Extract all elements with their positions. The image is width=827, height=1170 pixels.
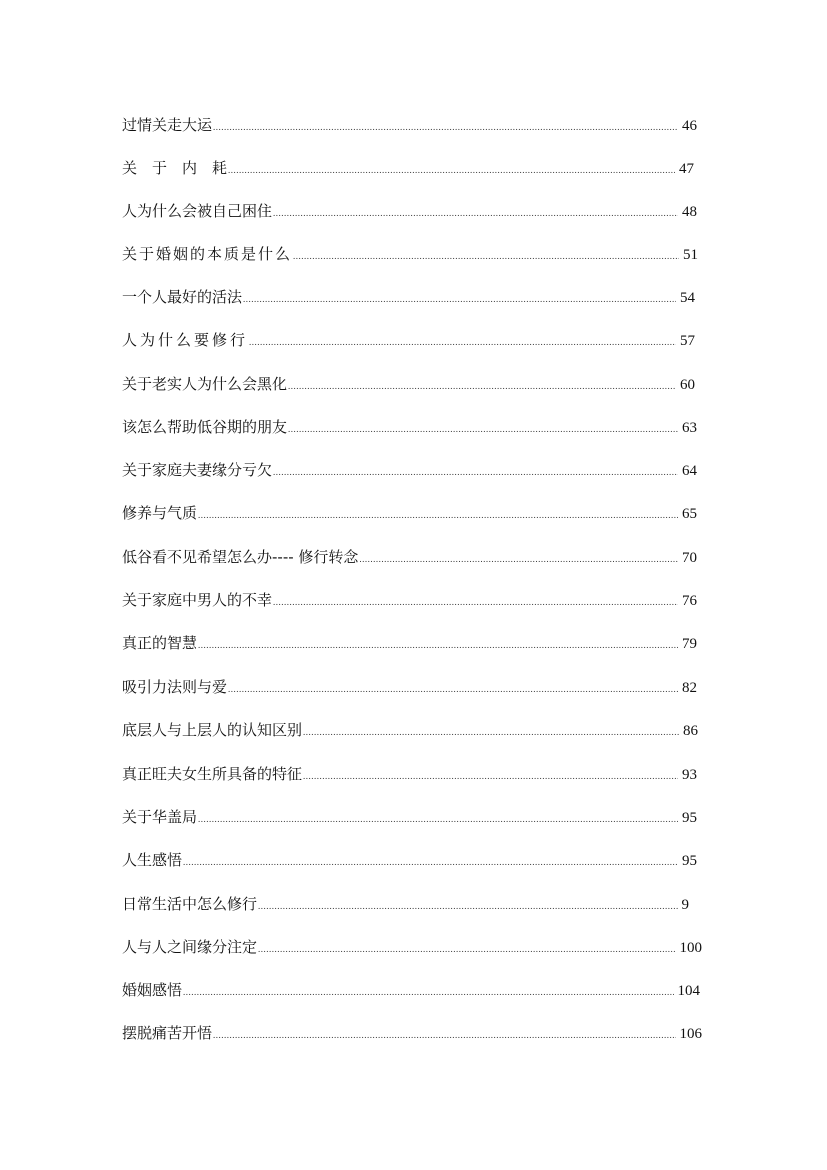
dot-leader xyxy=(243,288,676,310)
toc-entry[interactable] xyxy=(122,459,697,481)
dot-leader xyxy=(303,721,679,743)
entry-title: 底层人与上层人的认知区别 xyxy=(122,721,303,739)
toc-entry[interactable] xyxy=(122,849,697,871)
dot-leader xyxy=(198,504,678,526)
toc-entry[interactable] xyxy=(122,286,695,308)
entry-title: 修养与气质 xyxy=(122,504,198,522)
entry-page-number: 57 xyxy=(680,333,695,349)
entry-title: 关于家庭中男人的不幸 xyxy=(122,591,273,609)
entry-title: 人为什么会被自己困住 xyxy=(122,202,273,220)
toc-entry[interactable] xyxy=(122,632,697,654)
toc-entry[interactable] xyxy=(122,936,702,958)
entry-title: 过情关走大运 xyxy=(122,116,213,134)
dot-leader xyxy=(228,678,678,700)
entry-title: 吸引力法则与爱 xyxy=(122,678,228,696)
entry-page-number: 76 xyxy=(682,593,697,609)
dot-leader xyxy=(273,591,678,613)
toc-entry[interactable] xyxy=(122,676,697,698)
entry-title: 一个人最好的活法 xyxy=(122,288,243,306)
dot-leader xyxy=(228,159,675,181)
dot-leader xyxy=(288,418,678,440)
toc-entry[interactable] xyxy=(122,502,697,524)
entry-title: 人为什么要修行 xyxy=(122,331,249,349)
dot-leader xyxy=(258,938,675,960)
dot-leader xyxy=(183,851,678,873)
dot-leader xyxy=(273,202,678,224)
entry-page-number: 47 xyxy=(679,161,694,177)
entry-page-number: 65 xyxy=(682,506,697,522)
entry-page-number: 95 xyxy=(682,810,697,826)
dot-leader xyxy=(293,245,679,267)
dot-leader xyxy=(273,461,678,483)
dot-leader xyxy=(359,548,678,570)
entry-page-number: 82 xyxy=(682,680,697,696)
entry-page-number: 64 xyxy=(682,463,697,479)
dot-leader xyxy=(213,116,678,138)
dot-leader xyxy=(198,808,678,830)
toc-entry[interactable] xyxy=(122,200,697,222)
entry-title: 关 于 内 耗 xyxy=(122,159,228,177)
dot-leader xyxy=(303,765,678,787)
dot-leader xyxy=(198,634,678,656)
toc-entry[interactable] xyxy=(122,329,695,351)
entry-page-number: 51 xyxy=(683,247,698,263)
entry-title: 关于婚姻的本质是什么 xyxy=(122,245,293,263)
entry-page-number: 9 xyxy=(681,897,689,913)
entry-title: 婚姻感悟 xyxy=(122,981,183,999)
entry-page-number: 46 xyxy=(682,118,697,134)
toc-entry[interactable] xyxy=(122,719,698,741)
toc-entry[interactable] xyxy=(122,373,695,395)
entry-title: 低谷看不见希望怎么办---- 修行转念 xyxy=(122,548,359,566)
dot-leader xyxy=(249,331,676,353)
entry-page-number: 93 xyxy=(682,767,697,783)
entry-title: 关于家庭夫妻缘分亏欠 xyxy=(122,461,273,479)
entry-title: 关于华盖局 xyxy=(122,808,198,826)
toc-entry[interactable] xyxy=(122,416,697,438)
entry-title: 摆脱痛苦开悟 xyxy=(122,1024,213,1042)
entry-title: 日常生活中怎么修行 xyxy=(122,895,258,913)
toc-entry[interactable] xyxy=(122,114,697,136)
dot-leader xyxy=(288,375,676,397)
entry-page-number: 106 xyxy=(679,1026,702,1042)
entry-page-number: 60 xyxy=(680,377,695,393)
entry-title: 该怎么帮助低谷期的朋友 xyxy=(122,418,288,436)
entry-page-number: 100 xyxy=(679,940,702,956)
entry-title: 关于老实人为什么会黑化 xyxy=(122,375,288,393)
entry-title: 人与人之间缘分注定 xyxy=(122,938,258,956)
entry-page-number: 79 xyxy=(682,636,697,652)
dot-leader xyxy=(183,981,673,1003)
entry-page-number: 48 xyxy=(682,204,697,220)
toc-entry[interactable] xyxy=(122,157,694,179)
toc-entry[interactable] xyxy=(122,589,697,611)
entry-page-number: 86 xyxy=(683,723,698,739)
dot-leader xyxy=(213,1024,675,1046)
toc-entry[interactable] xyxy=(122,979,700,1001)
toc-entry[interactable] xyxy=(122,763,697,785)
entry-title: 真正的智慧 xyxy=(122,634,198,652)
dot-leader xyxy=(258,895,677,917)
entry-page-number: 70 xyxy=(682,550,697,566)
toc-entry[interactable] xyxy=(122,1022,702,1044)
toc-entry[interactable] xyxy=(122,806,697,828)
entry-page-number: 104 xyxy=(677,983,700,999)
entry-page-number: 95 xyxy=(682,853,697,869)
toc-entry[interactable] xyxy=(122,893,689,915)
entry-title: 真正旺夫女生所具备的特征 xyxy=(122,765,303,783)
entry-title: 人生感悟 xyxy=(122,851,183,869)
entry-page-number: 54 xyxy=(680,290,695,306)
entry-page-number: 63 xyxy=(682,420,697,436)
toc-entry[interactable] xyxy=(122,546,697,568)
toc-entry[interactable] xyxy=(122,243,698,265)
